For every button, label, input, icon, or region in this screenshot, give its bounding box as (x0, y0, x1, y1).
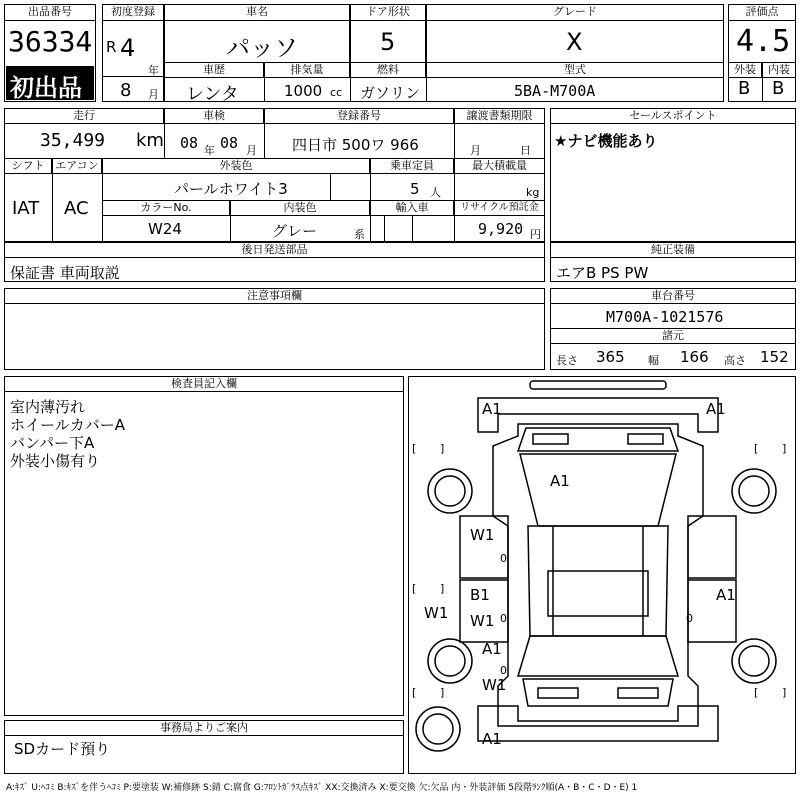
plate-label: 登録番号 (264, 108, 454, 124)
history: レンタ (186, 84, 239, 105)
inspector-line: バンパー下A (10, 434, 95, 452)
color-no: W24 (148, 220, 182, 238)
equipment: エアB PS PW (556, 264, 649, 282)
inspector-line: ホイールカバーA (10, 416, 125, 434)
fuel: ガソリン (360, 84, 421, 102)
damage-mark: A1 (482, 400, 502, 418)
bracket-mark: ] (440, 582, 445, 595)
bracket-mark: [ (754, 686, 759, 699)
recycle-unit: 円 (530, 228, 541, 241)
recycle: 9,920 (478, 220, 524, 238)
transfer-month-unit: 月 (470, 144, 481, 157)
damage-mark: A1 (482, 640, 502, 658)
dims-label: 諸元 (550, 328, 796, 344)
bracket-mark: [ (754, 442, 759, 455)
height: 152 (760, 348, 789, 366)
int-color-label: 内装色 (230, 200, 370, 216)
office-label: 事務局よりご案内 (4, 720, 404, 736)
reg-month: 8 (120, 80, 132, 101)
lot-number: 36334 (8, 25, 93, 58)
model-code: 5BA-M700A (514, 82, 596, 100)
int-color: グレー (272, 222, 318, 240)
damage-mark: 0 (500, 612, 507, 625)
grade-label: グレード (426, 4, 724, 21)
ext-color-label: 外装色 (102, 158, 370, 174)
bracket-mark: ] (782, 686, 787, 699)
ac: AC (64, 198, 89, 219)
height-label: 高さ (724, 354, 746, 367)
bracket-mark: [ (412, 686, 417, 699)
damage-mark: A1 (716, 586, 736, 604)
width: 166 (680, 348, 709, 366)
plate: 四日市 500ワ 966 (292, 136, 419, 154)
equipment-label: 純正装備 (550, 242, 796, 258)
doors-label: ドア形状 (350, 4, 426, 21)
max-load-label: 最大積載量 (454, 158, 545, 174)
notes-label: 注意事項欄 (4, 288, 545, 304)
exterior-label: 外装 (728, 62, 762, 78)
shift: IAT (12, 198, 40, 219)
damage-mark: W1 (470, 526, 495, 544)
import-label: 輸入車 (370, 200, 454, 216)
int-color-unit: 系 (354, 228, 365, 241)
damage-mark: 0 (500, 664, 507, 677)
shift-label: シフト (4, 158, 52, 174)
office-note: SDカード預り (14, 740, 111, 758)
inspection-label: 車検 (164, 108, 264, 124)
bracket-mark: [ (412, 442, 417, 455)
color-no-label: カラーNo. (102, 200, 230, 216)
fuel-label: 燃料 (350, 62, 426, 78)
inspector-line: 外装小傷有り (10, 452, 101, 470)
doors: 5 (380, 28, 396, 56)
year-unit: 年 (148, 64, 159, 77)
car-diagram (408, 376, 796, 774)
bracket-mark: ] (440, 686, 445, 699)
insp-month: 08 (220, 134, 239, 152)
damage-mark: 0 (686, 612, 693, 625)
chassis-label: 車台番号 (550, 288, 796, 304)
interior-grade: B (772, 78, 785, 99)
exterior-grade: B (738, 78, 751, 99)
displacement: 1000 (284, 82, 323, 100)
length-label: 長さ (556, 354, 578, 367)
transfer-day-unit: 日 (520, 144, 531, 157)
bracket-mark: ] (440, 442, 445, 455)
month-unit: 月 (148, 88, 159, 101)
chassis-number: M700A-1021576 (606, 308, 724, 326)
damage-legend: A:ｷｽﾞ U:ﾍｺﾐ B:ｷｽﾞを伴うﾍｺﾐ P:要塗装 W:補修跡 S:錆 C:腐食 G:ﾌﾛﾝﾄｶﾞﾗｽ点ｷｽﾞ XX:交換済み X:要交換 欠:欠品 内・外装評価 5段階ﾗﾝｸ順(A・B・C・D・E) 1 (6, 783, 638, 793)
mileage: 35,499 (40, 130, 106, 151)
length: 365 (596, 348, 625, 366)
damage-mark: W1 (482, 676, 507, 694)
damage-mark: 0 (500, 552, 507, 565)
damage-mark: A1 (706, 400, 726, 418)
transfer-label: 譲渡書類期限 (454, 108, 545, 124)
capacity-unit: 人 (430, 186, 441, 199)
ac-label: エアコン (52, 158, 102, 174)
inspector-label: 検査員記入欄 (4, 376, 404, 392)
later-parts-label: 後日発送部品 (4, 242, 545, 258)
insp-month-unit: 月 (246, 144, 257, 157)
insp-year-unit: 年 (204, 144, 215, 157)
first-listing-label: 初出品 (10, 74, 82, 102)
damage-mark: B1 (470, 586, 490, 604)
bracket-mark: ] (782, 442, 787, 455)
max-load-unit: kg (526, 186, 540, 199)
inspector-line: 室内薄汚れ (10, 398, 86, 416)
sales-points: ★ナビ機能あり (554, 132, 658, 150)
interior-label: 内装 (762, 62, 796, 78)
sales-points-box (550, 108, 796, 242)
model-code-label: 型式 (426, 62, 724, 78)
sales-points-label: セールスポイント (550, 108, 796, 124)
history-label: 車歴 (164, 62, 264, 78)
score-label: 評価点 (728, 4, 796, 21)
era: R (106, 38, 117, 56)
lot-label: 出品番号 (4, 4, 96, 21)
displacement-unit: cc (330, 86, 343, 99)
capacity: 5 (410, 180, 420, 198)
damage-mark: A1 (550, 472, 570, 490)
damage-mark: A1 (482, 730, 502, 748)
recycle-label: リサイクル預託金 (454, 200, 545, 216)
mileage-unit: km (136, 130, 164, 151)
grade: X (566, 28, 583, 56)
score: 4.5 (736, 24, 791, 59)
damage-mark: W1 (424, 604, 449, 622)
car-name-label: 車名 (164, 4, 350, 21)
reg-year: 4 (120, 34, 136, 62)
later-parts: 保証書 車両取説 (10, 264, 120, 282)
damage-mark: W1 (470, 612, 495, 630)
insp-year: 08 (180, 134, 199, 152)
ext-color: パールホワイト3 (174, 180, 288, 198)
mileage-label: 走行 (4, 108, 164, 124)
bracket-mark: [ (412, 582, 417, 595)
width-label: 幅 (648, 354, 659, 367)
car-name: パッソ (226, 34, 298, 62)
first-reg-label: 初度登録 (102, 4, 164, 21)
displacement-label: 排気量 (264, 62, 350, 78)
capacity-label: 乗車定員 (370, 158, 454, 174)
